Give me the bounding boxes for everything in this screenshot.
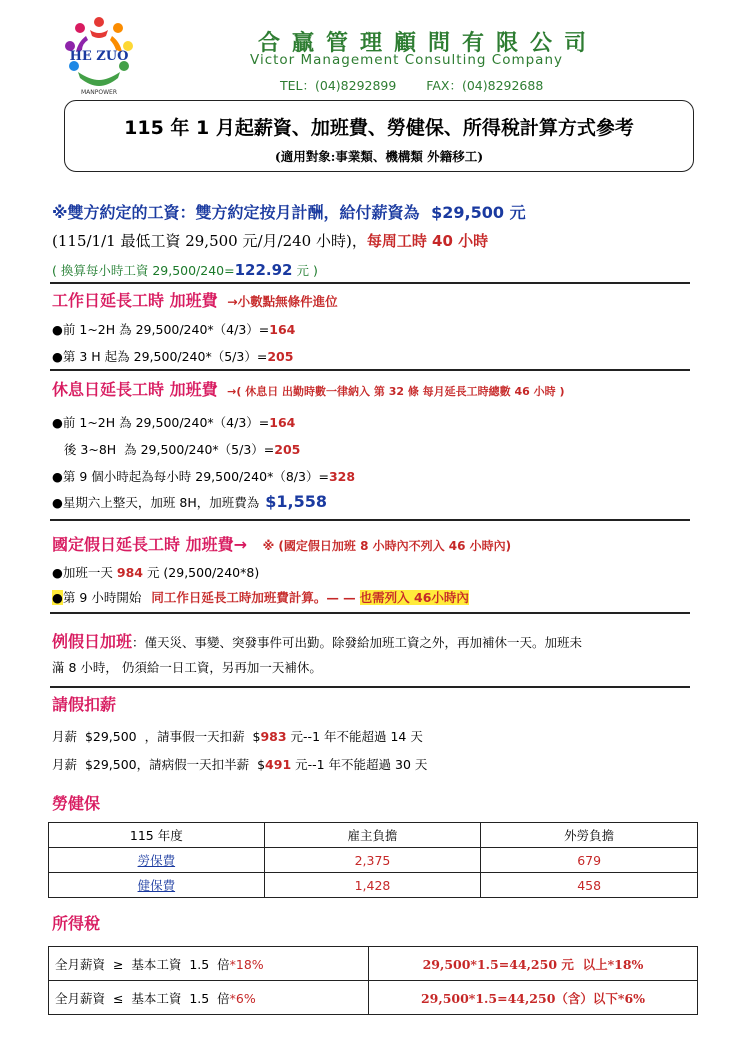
restday-title-text: 休息日延長工時 加班費 bbox=[52, 380, 218, 399]
regular-holiday-text: 滿 8 小時， 仍須給一日工資，另再加一天補休。 bbox=[52, 660, 322, 675]
telephone: TEL：(04)8292899 bbox=[280, 78, 397, 93]
restday-note: →( 休息日 出勤時數一律納入 第 32 條 每月延長工時總數 46 小時 ) bbox=[227, 385, 565, 398]
insurance-table bbox=[48, 822, 698, 898]
income-tax-title: 所得稅 bbox=[52, 914, 101, 933]
income-tax-table bbox=[48, 946, 698, 1015]
table-row bbox=[49, 873, 698, 898]
leave-item-value: 491 bbox=[265, 757, 292, 772]
weekly-hours: 每周工時 40 小時 bbox=[366, 232, 489, 250]
leave-item-2 bbox=[52, 755, 427, 773]
title-box bbox=[64, 100, 694, 172]
regular-holiday-title: 例假日加班 bbox=[52, 632, 133, 651]
company-name-chinese: 合贏管理顧問有限公司 bbox=[258, 31, 599, 56]
table-row bbox=[49, 981, 698, 1015]
restday-overtime-title bbox=[52, 377, 565, 400]
table-row bbox=[49, 848, 698, 873]
holiday-note: ※ (國定假日加班 8 小時內不列入 46 小時內) bbox=[262, 539, 512, 553]
company-logo bbox=[60, 14, 138, 96]
holiday-item-2 bbox=[52, 588, 469, 606]
workday-item-text: ●前 1~2H 為 29,500/240*（4/3）= bbox=[52, 322, 270, 337]
restday-item-text: ●第 9 個小時起為每小時 29,500/240*（8/3）= bbox=[52, 469, 329, 484]
restday-item-text: 後 3~8H 為 29,500/240*（5/3）= bbox=[52, 442, 275, 457]
hourly-wage-suffix: 元 ) bbox=[292, 263, 318, 278]
employer-health-cost: 1,428 bbox=[264, 873, 481, 898]
divider bbox=[50, 612, 690, 614]
restday-item-1 bbox=[52, 413, 295, 431]
worker-health-cost: 458 bbox=[481, 873, 698, 898]
table-header-cell: 雇主負擔 bbox=[264, 823, 481, 848]
workday-item-value: 205 bbox=[267, 349, 294, 364]
table-row bbox=[49, 947, 698, 981]
table-header-row bbox=[49, 823, 698, 848]
document-subtitle: (適用對象:事業類、機構類 外籍移工) bbox=[274, 149, 484, 164]
table-header-cell: 115 年度 bbox=[49, 823, 265, 848]
insurance-type-health: 健保費 bbox=[49, 873, 265, 898]
restday-item-value: $1,558 bbox=[265, 492, 327, 511]
leave-item-suffix: 元--1 年不能超過 30 天 bbox=[291, 757, 428, 772]
leave-item-text: 月薪 $29,500，請病假一天扣半薪 $ bbox=[52, 757, 266, 772]
letterhead bbox=[60, 10, 720, 95]
hourly-wage-prefix: ( 換算每小時工資 29,500/240= bbox=[52, 263, 235, 278]
divider bbox=[50, 369, 690, 371]
wage-line-1 bbox=[52, 200, 526, 223]
restday-item-2 bbox=[52, 440, 300, 458]
restday-item-value: 164 bbox=[269, 415, 296, 430]
holiday-item-note: 同工作日延長工時加班費計算。— — bbox=[151, 590, 356, 605]
divider bbox=[50, 686, 690, 688]
holiday-overtime-title bbox=[52, 532, 511, 555]
document-title: 115 年 1 月起薪資、加班費、勞健保、所得稅計算方式參考 bbox=[124, 117, 634, 139]
restday-item-3 bbox=[52, 467, 355, 485]
restday-item-text: ●前 1~2H 為 29,500/240*（4/3）= bbox=[52, 415, 270, 430]
wage-line-3 bbox=[52, 261, 318, 279]
tax-rate: *18% bbox=[229, 956, 264, 972]
restday-item-4 bbox=[52, 492, 327, 511]
restday-item-value: 205 bbox=[274, 442, 301, 457]
wage-line-2 bbox=[52, 230, 488, 251]
logo-text: HE ZUO bbox=[69, 49, 129, 64]
insurance-title: 勞健保 bbox=[52, 794, 101, 813]
holiday-item-text: ●加班一天 bbox=[52, 565, 117, 580]
regular-holiday-text: ：僅天災、事變、突發事件可出勤。除發給加班工資之外，再加補休一天。加班未 bbox=[132, 635, 583, 650]
divider bbox=[50, 519, 690, 521]
workday-title-text: 工作日延長工時 加班費 bbox=[52, 291, 218, 310]
tax-condition-cell bbox=[49, 947, 369, 981]
worker-labor-cost: 679 bbox=[481, 848, 698, 873]
regular-holiday-line-1 bbox=[52, 629, 582, 652]
regular-holiday-line-2 bbox=[52, 658, 322, 676]
leave-item-text: 月薪 $29,500 ，請事假一天扣薪 $ bbox=[52, 729, 261, 744]
logo-subtext: MANPOWER bbox=[80, 89, 118, 96]
holiday-item-1 bbox=[52, 563, 259, 581]
holiday-item-value: 984 bbox=[116, 565, 143, 580]
company-name-english: Victor Management Consulting Company bbox=[250, 52, 563, 68]
tax-formula: 29,500*1.5=44,250（含）以下*6% bbox=[369, 981, 698, 1015]
table-header-cell: 外勞負擔 bbox=[481, 823, 698, 848]
leave-deduction-title: 請假扣薪 bbox=[52, 695, 117, 714]
tax-formula: 29,500*1.5=44,250 元 以上*18% bbox=[369, 947, 698, 981]
workday-note: →小數點無條件進位 bbox=[227, 294, 338, 309]
employer-labor-cost: 2,375 bbox=[264, 848, 481, 873]
contact-info bbox=[280, 76, 543, 94]
workday-item-1 bbox=[52, 320, 295, 338]
wage-amount: $29,500 元 bbox=[431, 203, 526, 222]
workday-item-text: ●第 3 H 起為 29,500/240*（5/3）= bbox=[52, 349, 268, 364]
holiday-item-highlight: 也需列入 46小時內 bbox=[359, 590, 469, 605]
tax-condition: 全月薪資 ≤ 基本工資 1.5 倍 bbox=[55, 990, 230, 1006]
workday-item-value: 164 bbox=[269, 322, 296, 337]
restday-item-text: ●星期六上整天，加班 8H，加班費為 bbox=[52, 495, 260, 510]
divider bbox=[50, 282, 690, 284]
tax-rate: *6% bbox=[229, 990, 256, 1006]
restday-item-value: 328 bbox=[328, 469, 356, 484]
workday-overtime-title bbox=[52, 288, 338, 311]
tax-condition: 全月薪資 ≥ 基本工資 1.5 倍 bbox=[55, 956, 230, 972]
hourly-wage-value: 122.92 bbox=[234, 261, 293, 279]
workday-item-2 bbox=[52, 347, 293, 365]
fax: FAX：(04)8292688 bbox=[426, 78, 544, 93]
leave-item-value: 983 bbox=[260, 729, 287, 744]
insurance-type-labor: 勞保費 bbox=[49, 848, 265, 873]
holiday-item-suffix: 元 (29,500/240*8) bbox=[142, 565, 260, 580]
minimum-wage-note: (115/1/1 最低工資 29,500 元/月/240 小時)， bbox=[52, 232, 367, 250]
leave-item-suffix: 元--1 年不能超過 14 天 bbox=[286, 729, 423, 744]
leave-item-1 bbox=[52, 727, 423, 745]
tax-condition-cell bbox=[49, 981, 369, 1015]
wage-agreement-text: ※雙方約定的工資：雙方約定按月計酬，給付薪資為 bbox=[52, 203, 420, 222]
highlight-bullet: ● bbox=[52, 590, 63, 605]
holiday-title-text: 國定假日延長工時 加班費→ bbox=[52, 535, 247, 554]
holiday-item-text: 第 9 小時開始 bbox=[62, 590, 142, 605]
